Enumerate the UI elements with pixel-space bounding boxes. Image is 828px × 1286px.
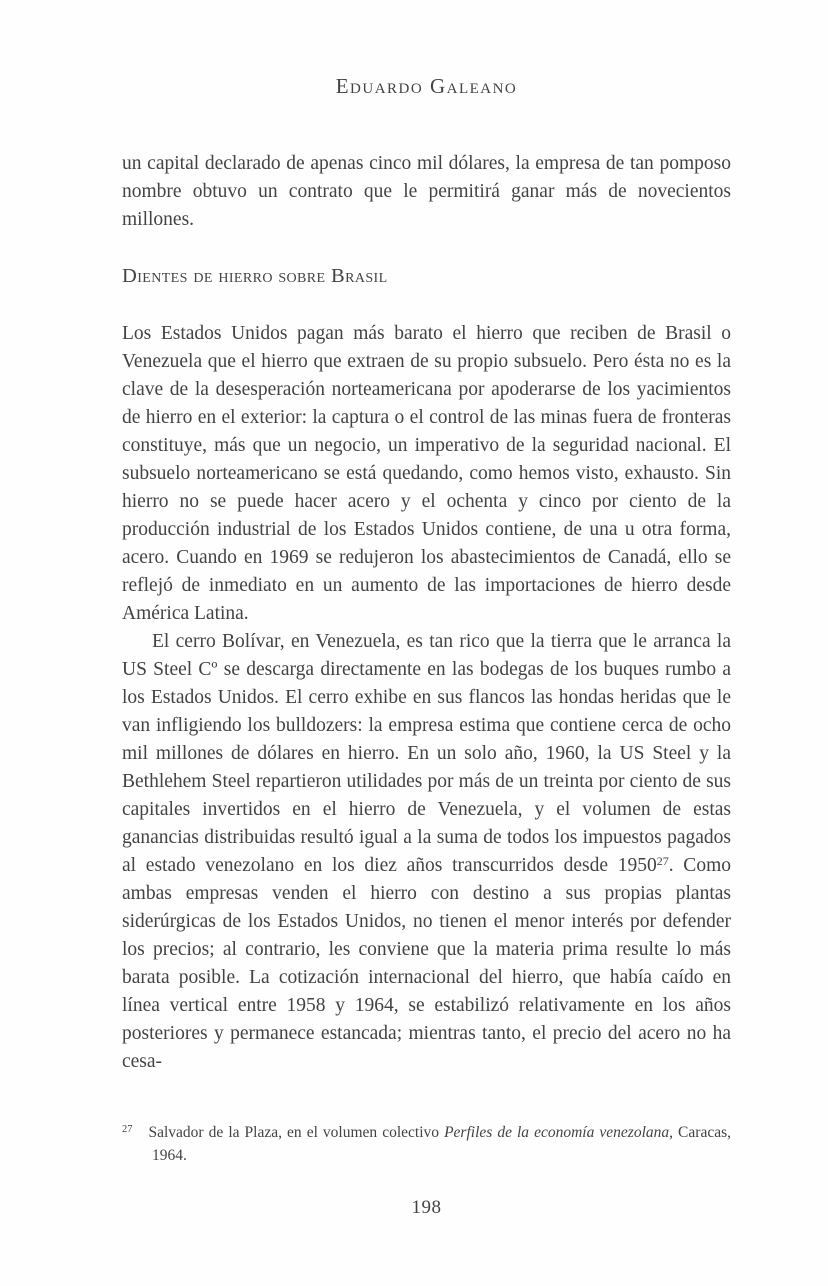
page-number: 198 — [411, 1197, 442, 1218]
paragraph-continuation: un capital declarado de apenas cinco mil dólares, la empresa de tan pomposo nombre obtuvo un contrato que le permitirá ganar más de novecientos millones. — [122, 152, 731, 230]
paragraph-text: El cerro Bolívar, en Venezuela, es tan rico que la tierra que le arranca la US Steel Cº se descarga directamente en las bodegas de los buques rumbo a los Estados Unidos. El cerro exhibe en sus flancos las hondas heridas que le van infligiendo los bulldozers: la empresa estima que contiene cerca de ocho mil millones de dólares en hierro. En un solo año, 1960, la US Steel y la Bethlehem Steel repartieron utilidades por más de un treinta por ciento de sus capitales invertidos en el hierro de Venezuela, y el volumen de estas ganancias distribuidas resultó igual a la suma de todos los impuestos pagados al estado venezolano en los diez años transcurridos desde 1950 — [122, 631, 731, 876]
footnote — [122, 1118, 731, 1167]
footnote-text: , Caracas, 1964. — [152, 1124, 731, 1164]
footnote-marker: 27 — [122, 1124, 133, 1135]
section-heading: Dientes de hierro sobre Brasil — [122, 265, 388, 287]
paragraph — [122, 628, 731, 1076]
footnote-text: Salvador de la Plaza, en el volumen colectivo — [148, 1124, 445, 1141]
book-title-italic: Perfiles de la economía venezolana — [444, 1124, 670, 1141]
paragraph-text: . Como ambas empresas venden el hierro con destino a sus propias plantas siderúrgicas de los Estados Unidos, no tienen el menor interés por defender los precios; al contrario, les conviene que la materia prima resulte lo más barata posible. La cotización internacional del hierro, que había caído en línea vertical entre 1958 y 1964, se estabilizó relativamente en los años posteriores y permanece estancada; mientras tanto, el precio del acero no ha cesa- — [122, 855, 731, 1072]
running-header: Eduardo Galeano — [335, 74, 518, 98]
paragraph: Los Estados Unidos pagan más barato el hierro que reciben de Brasil o Venezuela que el hierro que extraen de su propio subsuelo. Pero ésta no es la clave de la desesperación norteamericana por apoderarse de los yacimientos de hierro en el exterior: la captura o el control de las minas fuera de fronteras constituye, más que un negocio, un imperativo de la seguridad nacional. El subsuelo norteamericano se está quedando, como hemos visto, exhausto. Sin hierro no se puede hacer acero y el ochenta y cinco por ciento de la producción industrial de los Estados Unidos contiene, de una u otra forma, acero. Cuando en 1969 se redujeron los abastecimientos de Canadá, ello se reflejó de inmediato en un aumento de las importaciones de hierro desde América Latina. — [122, 323, 731, 624]
footnote-reference: 27 — [656, 854, 669, 868]
body-text — [122, 320, 731, 1076]
